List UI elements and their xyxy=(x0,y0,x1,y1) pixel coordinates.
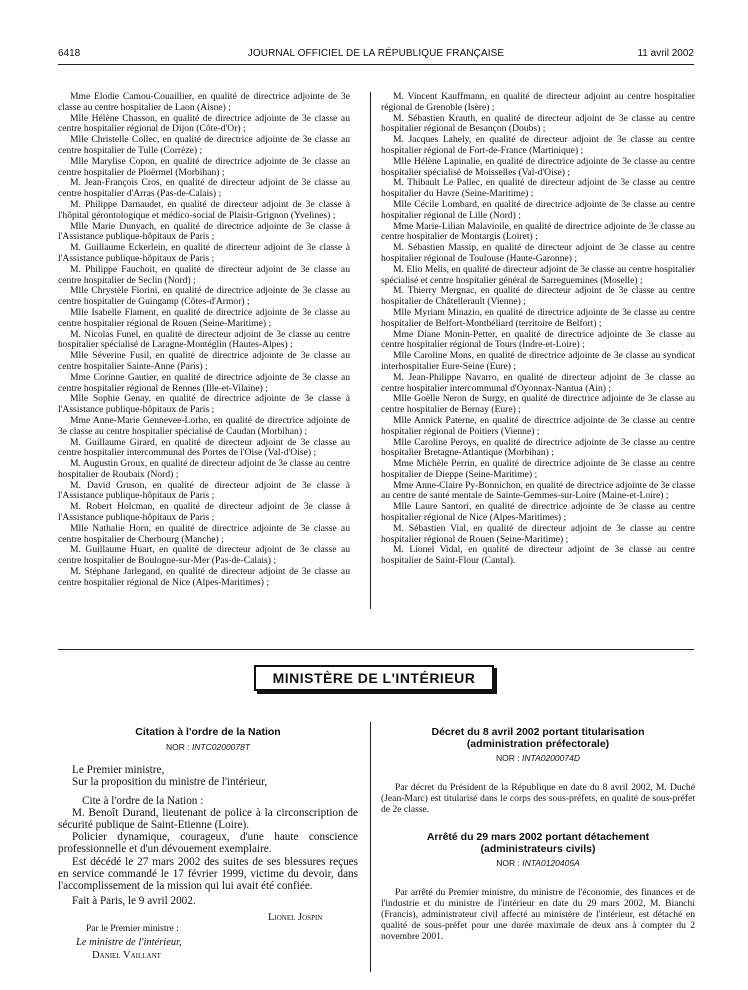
appointment-entry: Mlle Annick Paterne, en qualité de directrice adjointe de 3e classe au centre hospitalier régional de Poitiers (Vienne) ; xyxy=(381,414,695,437)
appointment-entry: Mlle Caroline Mons, en qualité de directrice adjointe de 3e classe au syndicat interhospitalier Eure-Seine (Eure) ; xyxy=(381,350,695,372)
right-column xyxy=(381,92,695,567)
citation-nor: NOR : INTC0200078T xyxy=(165,742,251,752)
appointment-entry: M. Sébastien Vial, en qualité de directeur adjoint de 3e classe au centre hospitalier régional de Rouen (Seine-Maritime) ; xyxy=(381,522,695,545)
appointment-entry: M. Sébastien Krauth, en qualité de directeur adjoint de 3e classe au centre hospitalier régional de Besançon (Doubs) ; xyxy=(381,112,695,135)
appointment-entry: Mlle Hélène Chasson, en qualité de directrice adjointe de 3e classe au centre hospitalier régional de Dijon (Côte-d'Or) ; xyxy=(58,112,350,135)
decret-title: Décret du 8 avril 2002 portant titularisation (administration préfectorale) xyxy=(431,726,645,750)
appointment-entry: M. Guillaume Huart, en qualité de directeur adjoint de 3e classe au centre hospitalier de Boulogne-sur-Mer (Pas-de-Calais) ; xyxy=(58,544,350,567)
par-le: Par le Premier ministre : xyxy=(86,924,179,934)
column-divider xyxy=(370,92,371,609)
citation-para: Fait à Paris, le 9 avril 2002. xyxy=(72,895,196,908)
appointment-entry: M. Sébastien Massip, en qualité de directeur adjoint de 3e classe au centre hospitalier régional de Toulouse (Haute-Garonne) ; xyxy=(381,242,695,264)
appointment-entry: M. Philippe Darnaudet, en qualité de directeur adjoint de 3e classe à l'hôpital gérontologique et médico-social de Plaisir-Grignon (Yvelines) ; xyxy=(58,198,350,221)
appointment-entry: M. Thierry Mergnac, en qualité de directeur adjoint de 3e classe au centre hospitalier de Châtellerault (Vienne) ; xyxy=(381,285,695,308)
arrete-text: Par arrêté du Premier ministre, du ministre de l'économie, des finances et de l'industrie et du ministre de l'intérieur en date du 29 mars 2002, M. Bianchi (Francis), administrateur civil affecté au ministère de l'intérieur, est détaché en qualité de sous-préfet pour une durée maximale de deux ans à compter du 2 novembre 2001. xyxy=(381,887,695,942)
section-rule xyxy=(58,649,694,650)
journal-title: JOURNAL OFFICIEL DE LA RÉPUBLIQUE FRANÇAISE xyxy=(247,48,505,59)
appointment-entry: Mlle Laure Santori, en qualité de directrice adjointe de 3e classe au centre hospitalier régional de Nice (Alpes-Maritimes) ; xyxy=(381,501,695,524)
appointment-entry: Mlle Chrystèle Fiorini, en qualité de directrice adjointe de 3e classe au centre hospitalier de Guingamp (Côtes-d'Armor) ; xyxy=(58,285,350,308)
appointment-entry: M. Stéphane Jarlegand, en qualité de directeur adjoint de 3e classe au centre hospitalier régional de Nice (Alpes-Maritimes) ; xyxy=(58,566,350,588)
appointment-entry: M. Jean-François Cros, en qualité de directeur adjoint de 3e classe au centre hospitalier d'Arras (Pas-de-Calais) ; xyxy=(58,177,350,200)
appointment-entry: Mlle Christelle Collec, en qualité de directrice adjointe de 3e classe au centre hospitalier de Tulle (Corrèze) ; xyxy=(58,134,350,156)
page-header xyxy=(58,48,694,62)
appointment-entry: Mme Corinne Gautier, en qualité de directrice adjointe de 3e classe au centre hospitalier régional de Rennes (Ille-et-Vilaine) ; xyxy=(58,371,350,394)
appointment-entry: Mme Anne-Marie Gennevee-Lorho, en qualité de directrice adjointe de 3e classe au centre hospitalier spécialisé de Caudan (Morbihan) ; xyxy=(58,414,350,437)
appointment-entry: Mlle Myriam Minazio, en qualité de directrice adjointe de 3e classe au centre hospitalier de Belfort-Montbéliard (territoire de Belfort) ; xyxy=(381,306,695,329)
citation-title: Citation à l'ordre de la Nation xyxy=(135,726,281,738)
citation-para: Policier dynamique, courageux, d'une haute conscience professionnelle et d'un dévouement exemplaire. xyxy=(58,831,358,856)
minister-title: Le ministre de l'intérieur, xyxy=(76,937,182,948)
page-number: 6418 xyxy=(58,48,81,59)
appointment-entry: M. Vincent Kauffmann, en qualité de directeur adjoint au centre hospitalier régional de Grenoble (Isère) ; xyxy=(381,91,695,113)
appointment-entry: M. Jacques Lahely, en qualité de directeur adjoint de 3e classe au centre hospitalier régional de Fort-de-France (Martinique) ; xyxy=(381,134,695,156)
signer-name: Lionel Jospin xyxy=(268,912,323,923)
appointment-entry: M. Thibault Le Pallec, en qualité de directeur adjoint de 3e classe au centre hospitalier du Havre (Seine-Maritime) ; xyxy=(381,177,695,200)
arrete-title: Arrêté du 29 mars 2002 portant détachement (administrateurs civils) xyxy=(426,831,650,855)
appointment-entry: M. Robert Holcman, en qualité de directeur adjoint de 3e classe à l'Assistance publique-hôpitaux de Paris ; xyxy=(58,501,350,524)
citation-para: Sur la proposition du ministre de l'intérieur, xyxy=(72,776,268,789)
appointment-entry: Mme Marie-Lilian Malavioile, en qualité de directrice adjointe de 3e classe au centre hospitalier de Montargis (Loiret) ; xyxy=(381,220,695,243)
citation-para: M. Benoît Durand, lieutenant de police à la circonscription de sécurité publique de Saint-Etienne (Loire). xyxy=(58,806,358,832)
minister-name: Daniel Vaillant xyxy=(92,950,161,961)
appointment-entry: M. Augustin Groux, en qualité de directeur adjoint de 3e classe au centre hospitalier de Roubaix (Nord) ; xyxy=(58,458,350,480)
appointment-entry: Mlle Nathalie Horn, en qualité de directrice adjointe de 3e classe au centre hospitalier de Cherbourg (Manche) ; xyxy=(58,522,350,545)
header-rule xyxy=(58,64,694,65)
citation-para: Cite à l'ordre de la Nation : xyxy=(82,794,204,807)
appointment-entry: Mlle Séverine Fusil, en qualité de directrice adjointe de 3e classe au centre hospitalier Sainte-Anne (Paris) ; xyxy=(58,350,350,372)
appointment-entry: M. Elio Melis, en qualité de directeur adjoint de 3e classe au centre hospitalier spécialisé et centre hospitalier général de Sarreguemines (Moselle) ; xyxy=(381,263,695,286)
appointment-entry: M. Guillaume Girard, en qualité de directeur adjoint de 3e classe au centre hospitalier intercommunal des Portes de l'Oise (Val-d'Oise) ; xyxy=(58,436,350,459)
appointment-entry: Mme Anne-Claire Py-Bonnichon, en qualité de directrice adjointe de 3e classe au centre de santé mentale de Sainte-Gemmes-sur-Loire (Maine-et-Loire) ; xyxy=(381,479,695,502)
appointment-entry: M. Jean-Philippe Navarro, en qualité de directeur adjoint de 3e classe au centre hospitalier intercommunal d'Oyonnax-Nantua (Ain) ; xyxy=(381,371,695,394)
appointment-entry: M. David Gruson, en qualité de directeur adjoint de 3e classe à l'Assistance publique-hôpitaux de Paris ; xyxy=(58,479,350,502)
appointment-entry: Mlle Marylise Copon, en qualité de directrice adjointe de 3e classe au centre hospitalier de Ploërmel (Morbihan) ; xyxy=(58,155,350,178)
appointment-entry: Mlle Sophie Genay, en qualité de directrice adjointe de 3e classe à l'Assistance publique-hôpitaux de Paris ; xyxy=(58,393,350,416)
appointment-entry: M. Guillaume Eckerlein, en qualité de directeur adjoint de 3e classe à l'Assistance publique-hôpitaux de Paris ; xyxy=(58,242,350,264)
decret-nor: NOR : INTA0200074D xyxy=(496,753,580,763)
appointment-entry: M. Nicolas Funel, en qualité de directeur adjoint de 3e classe au centre hospitalier spécialisé de Laragne-Montéglin (Hautes-Alpes) ; xyxy=(58,328,350,351)
column-divider-lower xyxy=(370,722,371,972)
citation-block xyxy=(58,726,358,907)
appointment-entry: Mlle Marie Dunyach, en qualité de directrice adjointe de 3e classe à l'Assistance publique-hôpitaux de Paris ; xyxy=(58,220,350,243)
appointment-entry: Mlle Caroline Peroys, en qualité de directrice adjointe de 3e classe au centre hospitalier Bretagne-Atlantique (Morbihan) ; xyxy=(381,436,695,459)
appointment-entry: Mlle Hélène Lapinalie, en qualité de directrice adjointe de 3e classe au centre hospitalier spécialisé de Moisselles (Val-d'Oise) ; xyxy=(381,155,695,178)
arrete-nor: NOR : INTA0120405A xyxy=(496,858,580,868)
ministry-heading: MINISTÈRE DE L'INTÉRIEUR xyxy=(254,665,494,691)
citation-para: Le Premier ministre, xyxy=(72,764,165,777)
appointment-entry: M. Philippe Fauchoit, en qualité de directeur adjoint de 3e classe au centre hospitalier de Seclin (Nord) ; xyxy=(58,263,350,286)
citation-para: Est décédé le 27 mars 2002 des suites de ses blessures reçues en service commandé le 17 février 1999, victime du devoir, dans l'accomplissement de la mission qui lui avait été confiée. xyxy=(58,855,358,893)
decret-text: Par décret du Président de la République en date du 8 avril 2002, M. Duché (Jean-Marc) est titularisé dans le corps des sous-préfets, en qualité de sous-préfet de 2e classe. xyxy=(381,782,695,815)
appointment-entry: Mlle Goëlle Neron de Surgy, en qualité de directrice adjointe de 3e classe au centre hospitalier de Bernay (Eure) ; xyxy=(381,393,695,416)
appointment-entry: M. Lionel Vidal, en qualité de directeur adjoint de 3e classe au centre hospitalier de Saint-Flour (Cantal). xyxy=(381,544,695,567)
appointment-entry: Mme Diane Monin-Petter, en qualité de directrice adjointe de 3e classe au centre hospitalier régional de Tours (Indre-et-Loire) ; xyxy=(381,328,695,351)
appointment-entry: Mme Michèle Perrin, en qualité de directrice adjointe de 3e classe au centre hospitalier de Dieppe (Seine-Maritime) ; xyxy=(381,458,695,480)
appointment-entry: Mme Elodie Camou-Couaillier, en qualité de directrice adjointe de 3e classe au centre hospitalier de Laon (Aisne) ; xyxy=(58,91,350,113)
appointment-entry: Mlle Isabelle Flament, en qualité de directrice adjointe de 3e classe au centre hospitalier régional de Rouen (Seine-Maritime) ; xyxy=(58,306,350,329)
appointment-entry: Mlle Cécile Lombard, en qualité de directrice adjointe de 3e classe au centre hospitalier régional de Lille (Nord) ; xyxy=(381,198,695,221)
issue-date: 11 avril 2002 xyxy=(637,48,694,59)
left-column xyxy=(58,92,350,589)
decree-block xyxy=(381,726,695,942)
